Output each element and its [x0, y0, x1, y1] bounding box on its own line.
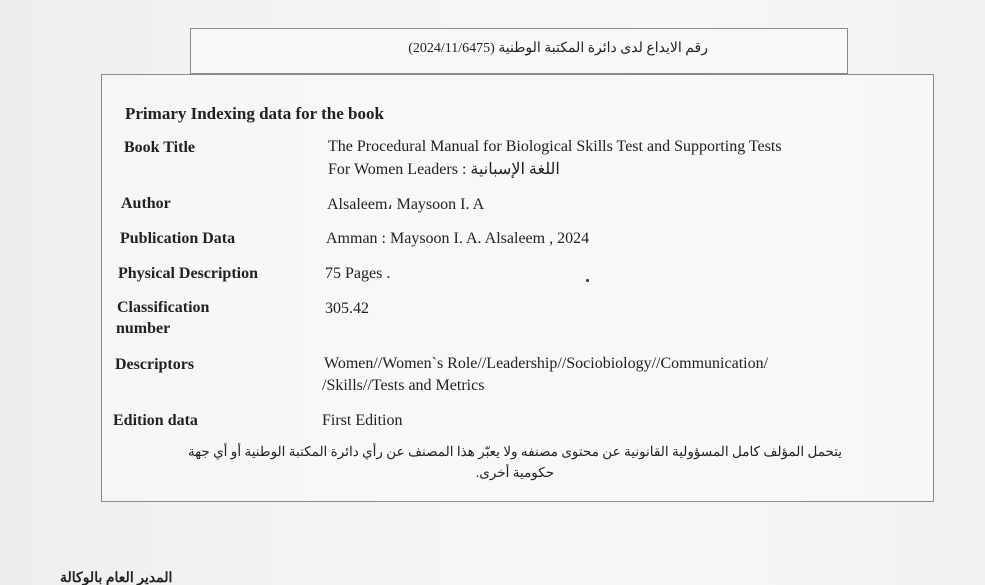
classification-label-line1: Classification: [117, 299, 210, 316]
book-title-line2-prefix: For Women Leaders :: [328, 161, 471, 178]
classification-label-line2: number: [116, 320, 171, 337]
legal-disclaimer: [120, 441, 910, 483]
book-title-line2: [328, 159, 560, 180]
indexing-heading: Primary Indexing data for the book: [125, 104, 384, 123]
classification-value: 305.42: [325, 300, 369, 317]
physical-description-label: Physical Description: [118, 265, 258, 282]
book-title-line2-arabic: اللغة الإسبانية: [470, 161, 560, 178]
descriptors-line1: Women//Women`s Role//Leadership//Sociobiology//Communication/: [324, 355, 769, 372]
descriptors-line2: /Skills//Tests and Metrics: [322, 377, 485, 394]
edition-label: Edition data: [113, 412, 198, 429]
publication-label: Publication Data: [120, 230, 236, 247]
author-value: Alsaleem، Maysoon I. A: [327, 196, 485, 213]
book-title-label: Book Title: [124, 139, 195, 156]
edition-value: First Edition: [322, 412, 403, 429]
author-label: Author: [121, 195, 171, 212]
disclaimer-line2: حكومية أخرى.: [475, 465, 555, 480]
book-title-line1: The Procedural Manual for Biological Skills Test and Supporting Tests: [328, 138, 782, 155]
director-signature-title: المدير العام بالوكالة: [60, 571, 173, 585]
stray-dot: [586, 279, 589, 282]
disclaimer-line1: يتحمل المؤلف كامل المسؤولية القانونية عن محتوى مصنفه ولا يعبّر هذا المصنف عن رأي دائرة المكتبة الوطنية أو أي جهة: [187, 444, 843, 459]
publication-value: Amman : Maysoon I. A. Alsaleem , 2024: [326, 230, 590, 247]
descriptors-label: Descriptors: [115, 356, 195, 373]
deposit-number-text: رقم الايداع لدى دائرة المكتبة الوطنية (2024/11/6475): [408, 41, 708, 56]
physical-description-value: 75 Pages .: [325, 265, 391, 282]
